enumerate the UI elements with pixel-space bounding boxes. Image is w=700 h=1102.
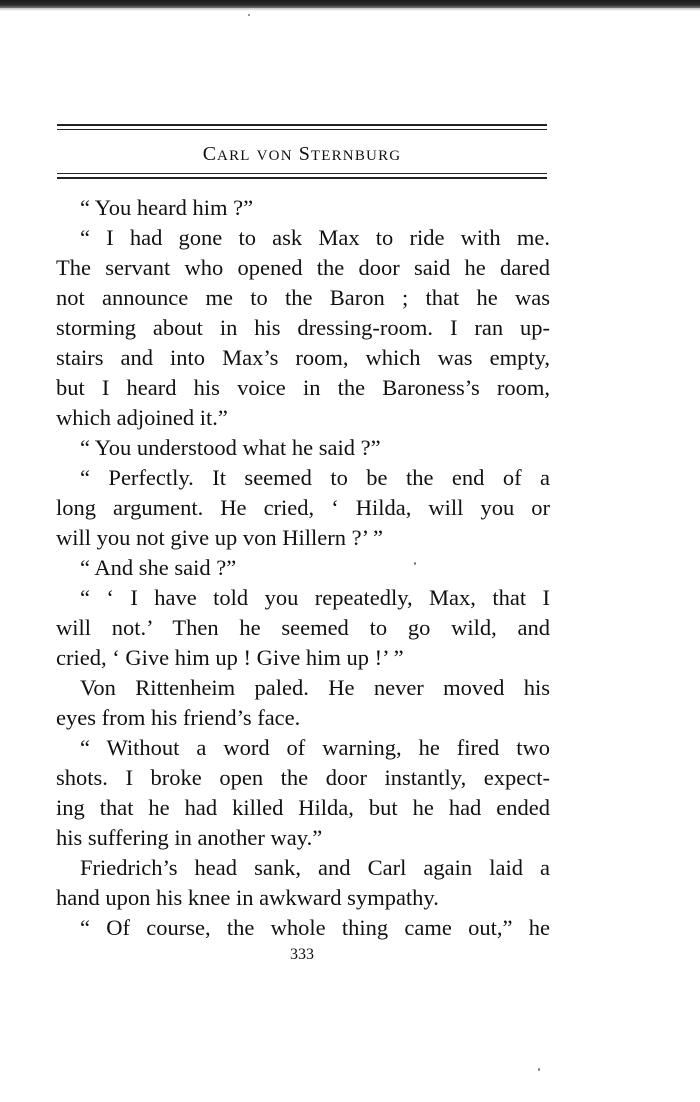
paper-speck <box>538 1068 540 1071</box>
header-rule-bottom-thin <box>57 173 547 174</box>
text-line: Friedrich’s head sank, and Carl again laid a <box>80 855 550 880</box>
text-line: not announce me to the Baron ; that he was <box>56 285 550 310</box>
text-line: but I heard his voice in the Baroness’s room, <box>56 375 550 400</box>
text-line: his suffering in another way.” <box>56 825 323 850</box>
text-line: stairs and into Max’s room, which was empty, <box>56 345 550 370</box>
paper-speck <box>414 562 416 565</box>
text-line: long argument. He cried, ‘ Hilda, will you or <box>56 495 550 520</box>
running-head-last-rest: TERNBURG <box>310 148 402 164</box>
header-rule-top-thick <box>57 124 547 126</box>
text-line: cried, ‘ Give him up ! Give him up !’ ” <box>56 645 404 670</box>
text-line: hand upon his knee in awkward sympathy. <box>56 885 439 910</box>
scan-edge-shadow <box>0 8 700 11</box>
text-line: shots. I broke open the door instantly, expect- <box>56 765 550 790</box>
text-line: “ Of course, the whole thing came out,” he <box>80 915 550 940</box>
text-line: will not.’ Then he seemed to go wild, and <box>56 615 550 640</box>
running-head-last-cap: S <box>298 143 311 165</box>
body-text <box>56 193 550 943</box>
text-line: Von Rittenheim paled. He never moved his <box>80 675 550 700</box>
running-head-particle: VON <box>256 148 293 164</box>
running-head-first-cap: C <box>202 143 218 165</box>
text-line: “ Perfectly. It seemed to be the end of a <box>80 465 550 490</box>
text-line: “ I had gone to ask Max to ride with me. <box>80 225 550 250</box>
running-head-first-rest: ARL <box>217 148 251 164</box>
text-line: eyes from his friend’s face. <box>56 705 301 730</box>
paper-speck <box>248 14 250 16</box>
text-line: will you not give up von Hillern ?’ ” <box>56 525 384 550</box>
text-line: “ You understood what he said ?” <box>80 435 381 460</box>
text-line: “ Without a word of warning, he fired two <box>80 735 550 760</box>
text-line: ing that he had killed Hilda, but he had ended <box>56 795 550 820</box>
text-line: “ And she said ?” <box>80 555 237 580</box>
scan-edge <box>0 0 700 8</box>
header-rule-top-thin <box>57 129 547 130</box>
text-line: “ You heard him ?” <box>80 195 254 220</box>
running-head <box>57 141 547 169</box>
page-number: 333 <box>290 946 314 963</box>
text-line: The servant who opened the door said he dared <box>56 255 550 280</box>
text-line: which adjoined it.” <box>56 405 228 430</box>
text-line: storming about in his dressing-room. I ran up- <box>56 315 550 340</box>
text-line: “ ‘ I have told you repeatedly, Max, that I <box>80 585 550 610</box>
header-rule-bottom-thick <box>57 177 547 179</box>
